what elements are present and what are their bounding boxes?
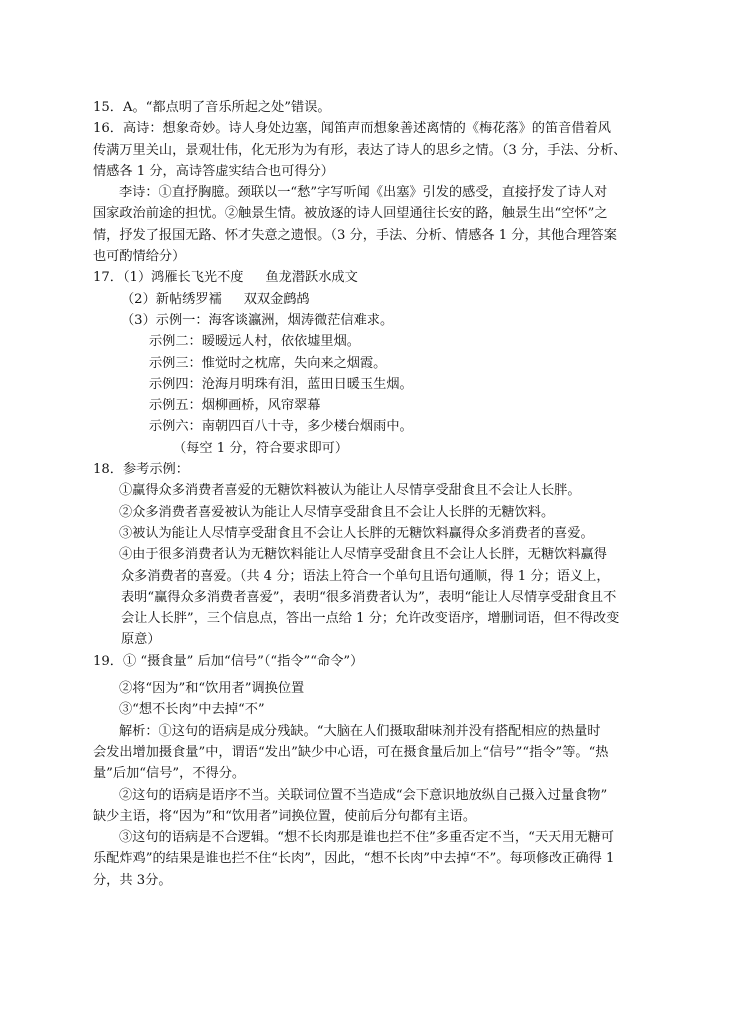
q17-part2-a: （2）新帖绣罗襦 [121, 291, 222, 307]
q19-analysis: ②这句的语病是语序不当。关联词位置不当造成“会下意识地放纵自己摄入过量食物” [119, 787, 608, 803]
q17-part2 [93, 289, 649, 310]
q18-item: ③被认为能让人尽情享受甜食且不会让人长胖的无糖饮料赢得众多消费者的喜爱。 [119, 525, 594, 541]
q17-example: 示例三：惟觉时之枕席，失向来之烟霞。 [149, 355, 387, 371]
q17-part2-b: 双双金鹧鸪 [243, 291, 310, 307]
q16-li-line: 也可酌情给分） [93, 249, 186, 265]
q17-part1-a: 17．（1）鸿雁长飞光不度 [93, 270, 244, 286]
q18-item: ①赢得众多消费者喜爱的无糖饮料被认为能让人尽情享受甜食且不会让人长胖。 [119, 483, 581, 499]
q19-analysis: 缺少主语，将“因为”和“饮用者”词换位置，使前后分句都有主语。 [93, 808, 477, 824]
q17-part1 [93, 267, 649, 288]
q19-analysis: 分，共 3分。 [93, 872, 172, 888]
q16-line: 传满万里关山，景观壮伟，化无形为为有形，表达了诗人的思乡之情。（3 分，手法、分析、 [93, 142, 627, 158]
q17-example: 示例五：烟柳画桥，风帘翠幕 [149, 398, 321, 414]
q17-example: 示例四：沧海月明珠有泪，蓝田日暖玉生烟。 [149, 376, 413, 392]
q18-item-cont: 会让人长胖”，三个信息点，答出一点给 1 分；允许改变语序，增删词语，但不得改变 [121, 611, 620, 627]
q17-scoring-note: （每空 1 分，符合要求即可） [173, 440, 349, 456]
q16-line: 16．高诗：想象奇妙。诗人身处边塞，闻笛声而想象善述离情的《梅花落》的笛音借着风 [93, 121, 611, 137]
q19-analysis: 量”后加“信号”，不得分。 [93, 766, 246, 782]
q18-item: ②众多消费者喜爱被认为能让人尽情享受甜食且不会让人长胖的无糖饮料。 [119, 504, 555, 520]
answer-key-content [93, 97, 649, 891]
q16-li-line: 情，抒发了报国无路、怀才失意之遗恨。（3 分，手法、分析、情感各 1 分，其他合理答案 [93, 227, 617, 243]
q15-answer: 15．A。“都点明了音乐所起之处”错误。 [93, 100, 331, 115]
q19-line: ③“想不长肉”中去掉“不” [119, 702, 265, 718]
q16-li-line: 国家政治前途的担忧。②触景生情。被放逐的诗人回望通往长安的路，触景生出“空怀”之 [93, 206, 608, 222]
q16-li-line: 李诗：①直抒胸臆。颈联以一“愁”字写听闻《出塞》引发的感受，直接抒发了诗人对 [119, 185, 608, 201]
q18-item-cont: 众多消费者的喜爱。（共 4 分；语法上符合一个单句且语句通顺，得 1 分；语义上， [121, 568, 610, 584]
q19-analysis: 乐配炸鸡”的结果是谁也拦不住“长肉”，因此，“想不长肉”中去掉“不”。每项修改正确得 1 [93, 851, 615, 867]
q19-analysis: 解析：①这句的语病是成分残缺。“大脑在人们摄取甜味剂并没有搭配相应的热量时 [119, 723, 601, 739]
q18-item-cont: 表明“赢得众多消费者喜爱”，表明“很多消费者认为”，表明“能让人尽情享受甜食且不 [121, 589, 617, 605]
q18-item: ④由于很多消费者认为无糖饮料能让人尽情享受甜食且不会让人长胖，无糖饮料赢得 [119, 547, 607, 563]
q18-title: 18．参考示例： [93, 462, 189, 478]
q19-line: ②将“因为”和“饮用者”调换位置 [119, 681, 305, 697]
q19-analysis: 会发出增加摄食量”中，谓语“发出”缺少中心语，可在摄食量后加上“信号”“指令”等。“热 [93, 744, 609, 760]
q17-example: 示例六：南朝四百八十寺，多少楼台烟雨中。 [149, 419, 413, 435]
q17-example: 示例二：暧暧远人村，依依墟里烟。 [149, 334, 360, 350]
q17-part3: （3）示例一：海客谈瀛洲，烟涛微茫信难求。 [121, 312, 394, 328]
q17-part1-b: 鱼龙潜跃水成文 [265, 270, 358, 286]
q18-item-cont: 原意） [121, 632, 161, 648]
q19-analysis: ③这句的语病是不合逻辑。“想不长肉那是谁也拦不住”多重否定不当，“天天用无糖可 [119, 830, 614, 846]
q16-line: 情感各 1 分，高诗答虚实结合也可得分） [93, 163, 334, 179]
q19-line: 19．① “摄食量” 后加“信号”（“指令”“命令”） [93, 653, 364, 669]
